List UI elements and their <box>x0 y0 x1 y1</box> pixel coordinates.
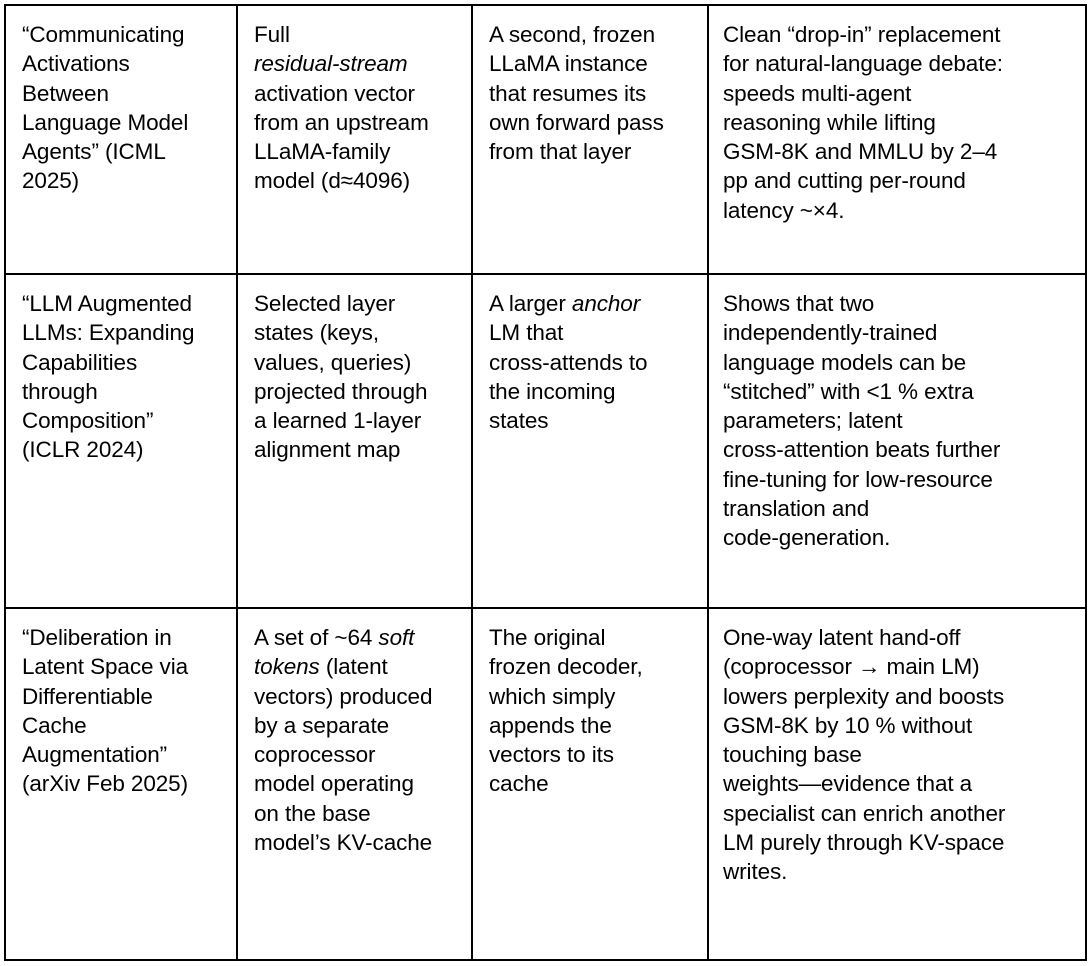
cell-line: parameters; latent <box>723 408 903 434</box>
cell-line: Agents” (ICML <box>22 139 166 165</box>
cell-line: weights—evidence that a <box>723 771 973 797</box>
cell-line: a learned 1-layer <box>254 408 422 434</box>
cell-line: Latent Space via <box>22 654 189 680</box>
cell-line: 2025) <box>22 168 80 194</box>
cell-line: Capabilities <box>22 349 138 375</box>
cell-line: specialist can enrich another <box>723 800 1006 826</box>
cell-line: “LLM Augmented <box>22 291 192 316</box>
cell-line: from an upstream <box>254 109 429 135</box>
cell-line: Language Model <box>22 109 189 135</box>
cell-line: on the base <box>254 800 371 826</box>
cell-line: Shows that two <box>723 291 875 316</box>
cell-line: code-generation. <box>723 525 891 551</box>
cell-line: alignment map <box>254 437 401 463</box>
cell-line: cross-attends to <box>489 349 648 375</box>
result-cell <box>708 608 1086 960</box>
cell-line: writes. <box>723 859 788 885</box>
cell-line: that resumes its <box>489 80 647 106</box>
cell-line: touching base <box>723 742 862 768</box>
signal-cell <box>237 608 472 960</box>
cell-line: “stitched” with <1 % extra <box>723 378 974 404</box>
cell-line: lowers perplexity and boosts <box>723 683 1005 709</box>
cell-line: residual-stream <box>254 51 408 77</box>
cell-line: vectors) produced <box>254 683 433 709</box>
cell-line: A second, frozen <box>489 22 656 47</box>
comparison-table <box>4 4 1087 961</box>
signal-cell <box>237 274 472 608</box>
receiver-cell <box>472 274 708 608</box>
cell-line: One-way latent hand-off <box>723 625 961 650</box>
cell-line: translation and <box>723 496 870 522</box>
cell-line: Composition” <box>22 408 154 434</box>
cell-line: activation vector <box>254 80 415 106</box>
cell-line: LLMs: Expanding <box>22 320 195 346</box>
cell-line: Activations <box>22 51 130 77</box>
paper-cell <box>5 5 237 274</box>
cell-line: reasoning while lifting <box>723 109 936 135</box>
cell-line: (ICLR 2024) <box>22 437 144 463</box>
cell-line: model’s KV-cache <box>254 830 433 856</box>
cell-line: latency ~×4. <box>723 197 845 223</box>
cell-line: independently-trained <box>723 320 938 346</box>
cell-line: Cache <box>22 712 87 738</box>
cell-line: from that layer <box>489 139 632 165</box>
table-row <box>5 608 1086 960</box>
cell-line: states (keys, <box>254 320 379 346</box>
cell-line: vectors to its <box>489 742 614 768</box>
cell-line: A larger anchor <box>489 291 641 316</box>
cell-line: (coprocessor → main LM) <box>723 654 980 680</box>
cell-line: through <box>22 378 98 404</box>
cell-line: (arXiv Feb 2025) <box>22 771 188 797</box>
cell-line: frozen decoder, <box>489 654 643 680</box>
cell-line: “Deliberation in <box>22 625 172 650</box>
receiver-cell <box>472 5 708 274</box>
cell-line: language models can be <box>723 349 966 375</box>
cell-line: Full <box>254 22 290 47</box>
cell-line: Differentiable <box>22 683 153 709</box>
cell-line: cache <box>489 771 549 797</box>
cell-line: cross-attention beats further <box>723 437 1001 463</box>
cell-line: Selected layer <box>254 291 396 316</box>
cell-line: LLaMA instance <box>489 51 648 77</box>
cell-line: Between <box>22 80 109 106</box>
cell-line: model (d≈4096) <box>254 168 411 194</box>
receiver-cell <box>472 608 708 960</box>
cell-line: for natural-language debate: <box>723 51 1003 77</box>
cell-line: coprocessor <box>254 742 376 768</box>
cell-line: GSM-8K and MMLU by 2–4 <box>723 139 998 165</box>
cell-line: appends the <box>489 712 612 738</box>
cell-line: A set of ~64 soft <box>254 625 415 650</box>
cell-line: Augmentation” <box>22 742 168 768</box>
cell-line: fine-tuning for low-resource <box>723 466 993 492</box>
paper-cell <box>5 274 237 608</box>
result-cell <box>708 5 1086 274</box>
cell-line: model operating <box>254 771 414 797</box>
cell-line: LM that <box>489 320 564 346</box>
cell-line: pp and cutting per-round <box>723 168 966 194</box>
cell-line: Clean “drop-in” replacement <box>723 22 1001 47</box>
result-cell <box>708 274 1086 608</box>
cell-line: tokens (latent <box>254 654 388 680</box>
cell-line: projected through <box>254 378 428 404</box>
cell-line: “Communicating <box>22 22 185 47</box>
cell-line: which simply <box>489 683 616 709</box>
cell-line: LM purely through KV-space <box>723 830 1005 856</box>
paper-cell <box>5 608 237 960</box>
cell-line: values, queries) <box>254 349 412 375</box>
cell-line: own forward pass <box>489 109 664 135</box>
signal-cell <box>237 5 472 274</box>
cell-line: states <box>489 408 549 434</box>
table-row <box>5 5 1086 274</box>
cell-line: speeds multi-agent <box>723 80 912 106</box>
cell-line: The original <box>489 625 606 650</box>
table-row <box>5 274 1086 608</box>
cell-line: LLaMA-family <box>254 139 391 165</box>
cell-line: the incoming <box>489 378 616 404</box>
cell-line: GSM-8K by 10 % without <box>723 712 973 738</box>
cell-line: by a separate <box>254 712 390 738</box>
